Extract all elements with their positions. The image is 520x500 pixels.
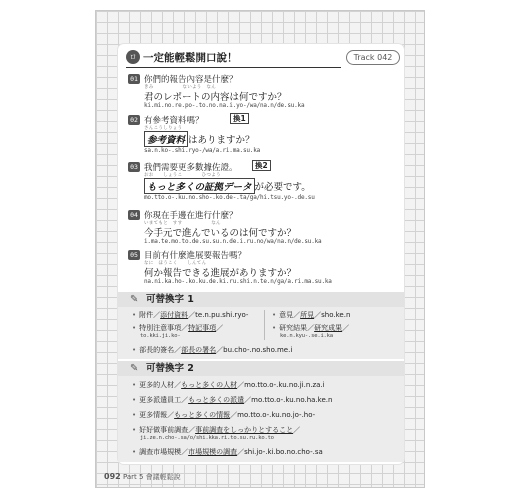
item-number: 05	[128, 250, 140, 260]
alt-item-jp: もっと多くの人材	[181, 381, 238, 389]
romanization: mo.tto.o-.ku.no.sho-.ko.de-.ta/ga/hi.tsu.yo-.de.su	[144, 194, 315, 201]
romanization: na.ni.ka.ho-.ko.ku.de.ki.ru.shi.n.te.n/ga/a.ri.ma.su.ka	[144, 278, 332, 285]
bullet-icon: •	[132, 426, 137, 434]
column-divider	[264, 310, 265, 340]
alt-item-rom: sho.ke.n	[321, 311, 351, 319]
chinese-text: 目前有什麼進展要報告嗎？	[144, 251, 247, 261]
alt-item: • 更多情報／もっと多くの情報／mo.tto.o-.ku.no.jo-.ho-	[132, 411, 316, 419]
bullet-icon: •	[132, 311, 137, 319]
alt-item-jp: もっと多くの情報	[174, 411, 231, 419]
chinese-text: 我們需要更多數據佐證。	[144, 163, 238, 173]
alt-item-jp: 添付資料	[160, 311, 189, 319]
alt-item: • 好好做事前調查／事前調査をしっかりとすること／	[132, 426, 301, 434]
page-footer	[104, 472, 181, 482]
item-number: 04	[128, 210, 140, 220]
bullet-icon: •	[132, 324, 137, 332]
alt-item-jp: もっと多くの派遣	[188, 396, 245, 404]
alt-item-cn: 研究結果／	[279, 324, 315, 332]
chinese-text: 有參考資料嗎？	[144, 116, 204, 126]
alt-section-2-header	[118, 361, 404, 376]
pencil-icon: ✎	[130, 363, 139, 374]
alt-item-cn: 調查市場規模／	[139, 448, 189, 456]
alt-section-2-body	[118, 376, 404, 462]
alt-section-title: 可替換字 2	[146, 363, 194, 374]
japanese-text	[144, 178, 311, 194]
alt-item-rom: bu.cho-.no.sho.me.i	[223, 346, 293, 354]
alt-item-cn: 好好做事前調查／	[139, 426, 196, 434]
bullet-icon: •	[272, 311, 277, 319]
alt-item: • 特別注意事項／特記事項／	[132, 324, 224, 332]
alt-item-cn: 附件／	[139, 311, 161, 319]
alt-section-title: 可替換字 1	[146, 294, 194, 305]
japanese-rest: が必要です。	[254, 182, 311, 193]
furigana: きみ ないよう なん	[144, 85, 216, 90]
bullet-icon: •	[132, 411, 137, 419]
title-underline	[126, 67, 341, 68]
alt-item-rom: ke.n.kyu-.se.i.ka	[280, 333, 333, 339]
alt-item: • 附件／添付資料／te.n.pu.shi.ryo-	[132, 311, 249, 319]
item-number: 03	[128, 162, 140, 172]
alt-item-jp: 所見	[300, 311, 315, 319]
alt-item-cn: 更多情報／	[139, 411, 175, 419]
item-number: 02	[128, 115, 140, 125]
alt-item-rom: to.kki.ji.ko-	[140, 333, 181, 339]
bullet-icon: •	[132, 396, 137, 404]
alt-item-cn: 特別注意事項／	[139, 324, 189, 332]
japanese-text: 今手元で進んでいるのは何ですか？	[144, 228, 297, 239]
substitution-tag: 換1	[230, 113, 249, 124]
pencil-icon: ✎	[130, 294, 139, 305]
bullet-icon: •	[272, 324, 277, 332]
track-badge[interactable]: Track 042	[346, 50, 400, 65]
furigana: なに ほうこく しんてん	[144, 261, 207, 266]
furigana: いまてもと すす なん	[144, 221, 221, 226]
alt-section-1-body	[118, 307, 404, 359]
japanese-text	[144, 131, 255, 147]
section-title: 一定能輕鬆開口說！	[143, 52, 238, 64]
alt-item-jp: 市場規模の調査	[188, 448, 238, 456]
alt-item-jp: 研究成果	[314, 324, 343, 332]
alt-item-rom: mo.tto.o-.ku.no.ha.ke.n	[251, 396, 333, 404]
bullet-icon: •	[132, 346, 137, 354]
alt-item-rom: mo.tto.o-.ku.no.ji.n.za.i	[244, 381, 325, 389]
footer-text: Part 5 會議輕鬆說	[122, 473, 181, 481]
bullet-icon: •	[132, 381, 137, 389]
alt-item: • 意見／所見／sho.ke.n	[272, 311, 351, 319]
page-number: 092	[104, 472, 121, 481]
alt-item-cn: 意見／	[279, 311, 301, 319]
alt-item-cn: 部長的簽名／	[139, 346, 182, 354]
item-number: 01	[128, 74, 140, 84]
furigana: さんこうしりょう	[144, 126, 183, 131]
japanese-rest: はありますか？	[188, 135, 255, 146]
alt-item: • 調查市場規模／市場規模の調査／shi.jo-.ki.bo.no.cho-.sa	[132, 448, 323, 456]
speech-icon: ロ	[126, 50, 140, 64]
alt-section-1-header	[118, 292, 404, 307]
substitution-slot: もっと多くの証拠データ	[144, 178, 255, 194]
furigana: おお しょうこ ひつよう	[144, 173, 221, 178]
romanization: i.ma.te.mo.to.de.su.su.n.de.i.ru.no/wa/na.n/de.su.ka	[144, 238, 322, 245]
alt-item-jp: 特記事項	[188, 324, 217, 332]
chinese-text: 你現在手邊在進行什麼？	[144, 211, 238, 221]
alt-item-rom: ji.ze.n.cho-.sa/o/shi.kka.ri.to.su.ru.ko.to	[140, 435, 274, 441]
japanese-text: 何か報告できる進展がありますか？	[144, 268, 297, 279]
alt-item-cn: 更多的人材／	[139, 381, 182, 389]
alt-item: • 部長的簽名／部長の署名／bu.cho-.no.sho.me.i	[132, 346, 293, 354]
alt-item: • 研究結果／研究成果／	[272, 324, 350, 332]
alt-item-jp: 部長の署名	[181, 346, 217, 354]
alt-item: • 更多的人材／もっと多くの人材／mo.tto.o-.ku.no.ji.n.za.i	[132, 381, 325, 389]
alt-item: • 更多派遣員工／もっと多くの派遣／mo.tto.o-.ku.no.ha.ke.n	[132, 396, 333, 404]
alt-item-cn: 更多派遣員工／	[139, 396, 189, 404]
alt-item-rom: shi.jo-.ki.bo.no.cho-.sa	[244, 448, 323, 456]
japanese-text: 君のレポートの内容は何ですか？	[144, 92, 287, 103]
bullet-icon: •	[132, 448, 137, 456]
substitution-tag: 換2	[252, 160, 271, 171]
alt-item-rom: mo.tto.o-.ku.no.jo-.ho-	[237, 411, 316, 419]
chinese-text: 你們的報告內容是什麼？	[144, 75, 238, 85]
substitution-slot: 参考資料	[144, 131, 188, 147]
romanization: ki.mi.no.re.po-.to.no.na.i.yo-/wa/na.n/de.su.ka	[144, 102, 305, 109]
alt-item-rom: te.n.pu.shi.ryo-	[195, 311, 249, 319]
romanization: sa.n.ko-.shi.ryo-/wa/a.ri.ma.su.ka	[144, 147, 261, 154]
alt-item-jp: 事前調査をしっかりとすること	[195, 426, 294, 434]
